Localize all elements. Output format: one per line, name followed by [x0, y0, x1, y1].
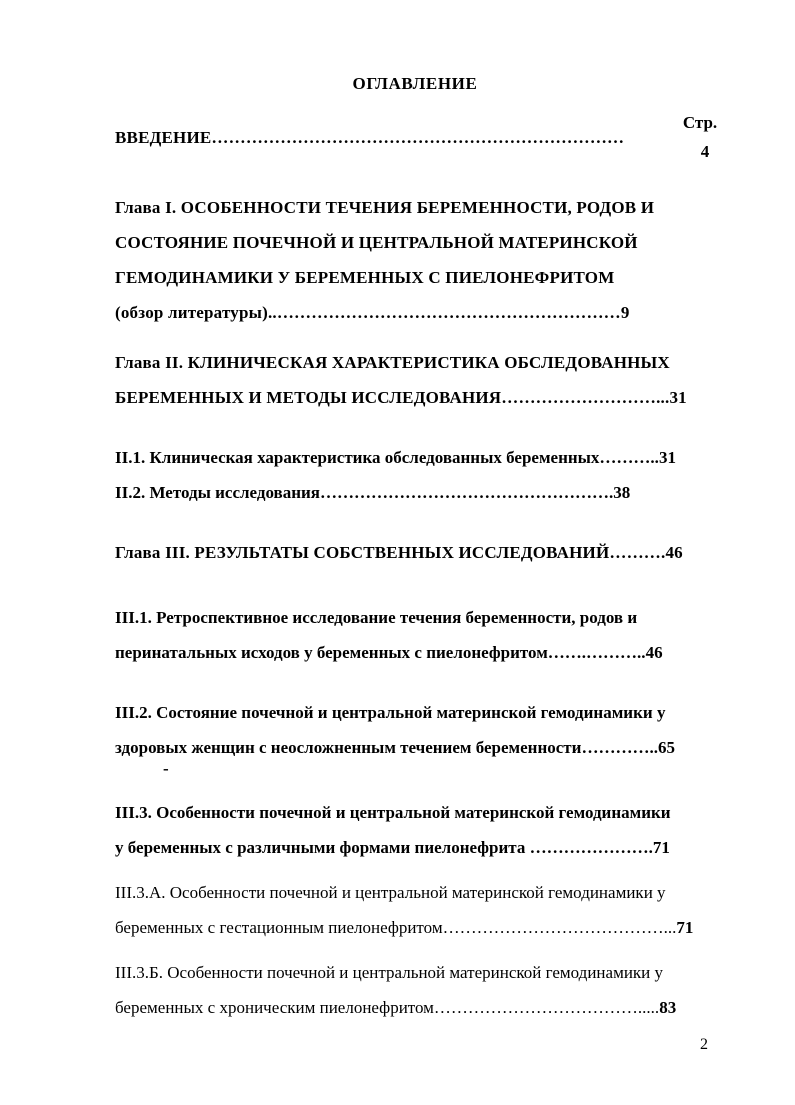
toc-entry-ii-2[interactable]: [115, 475, 745, 510]
toc-entry-text: перинатальных исходов у беременных с пиелонефритом…….………..: [115, 643, 646, 662]
page-folio-number: 2: [700, 1036, 708, 1053]
toc-entry-line: [115, 190, 745, 225]
toc-entry-page-number: 65: [657, 738, 675, 757]
toc-entry-line: [115, 830, 745, 865]
toc-entry-text: III.3.А. Особенности почечной и центральной материнской гемодинамики у: [115, 883, 666, 902]
toc-entry-text: у беременных с различными формами пиелонефрита ………………….: [115, 838, 653, 857]
toc-entry-line: [115, 295, 745, 330]
toc-entry-text: III.3.Б. Особенности почечной и центральной материнской гемодинамики у: [115, 963, 664, 982]
toc-entry-page-number: 9: [620, 303, 630, 322]
toc-entry-line: [115, 955, 745, 990]
toc-entry-page-number: 31: [658, 448, 676, 467]
toc-entry-text: ВВЕДЕНИЕ………………………………………………………………: [115, 128, 625, 147]
toc-entry-page-number: 46: [645, 643, 663, 662]
toc-entry-text: III.2. Состояние почечной и центральной материнской гемодинамики у: [115, 703, 666, 722]
toc-entry-line: [115, 600, 745, 635]
toc-content: [115, 0, 745, 1017]
toc-entry-glava-1[interactable]: [115, 190, 745, 330]
toc-entry-text: здоровых женщин с неосложненным течением беременности…………..: [115, 738, 658, 757]
toc-entry-text: II.2. Методы исследования…………………………………………….: [115, 483, 614, 502]
toc-entry-text: Глава I. ОСОБЕННОСТИ ТЕЧЕНИЯ БЕРЕМЕННОСТИ, РОДОВ И: [115, 198, 655, 217]
toc-entry-line: [115, 225, 745, 260]
toc-entry-text: Глава III. РЕЗУЛЬТАТЫ СОБСТВЕННЫХ ИССЛЕДОВАНИЙ……….: [115, 543, 666, 562]
toc-entry-text: БЕРЕМЕННЫХ И МЕТОДЫ ИССЛЕДОВАНИЯ………………………...: [115, 388, 670, 407]
toc-entry-line: [115, 910, 745, 945]
toc-entry-text: ГЕМОДИНАМИКИ У БЕРЕМЕННЫХ С ПИЕЛОНЕФРИТОМ: [115, 268, 615, 287]
page-column-header: Стр.: [682, 113, 718, 132]
toc-entry-text: (обзор литературы)..……………………………………………………: [115, 303, 621, 322]
toc-entry-line: [115, 345, 745, 380]
toc-entry-line: [115, 440, 745, 475]
toc-entry-text: Глава II. КЛИНИЧЕСКАЯ ХАРАКТЕРИСТИКА ОБСЛЕДОВАННЫХ: [115, 353, 670, 372]
toc-entry-page-number: 71: [652, 838, 670, 857]
toc-entry-line: [115, 730, 745, 765]
toc-entry-page-number: 46: [665, 543, 683, 562]
toc-entry-text: III.3. Особенности почечной и центральной материнской гемодинамики: [115, 803, 671, 822]
toc-entry-page-number: 38: [613, 483, 631, 502]
toc-entry-iii-1[interactable]: [115, 600, 745, 670]
toc-entry-iii-3-a[interactable]: [115, 875, 745, 945]
toc-entry-iii-3-b[interactable]: [115, 955, 745, 1025]
toc-entry-page-number-vvedenie: 4: [700, 142, 710, 161]
toc-entry-line: [115, 380, 745, 415]
toc-entry-line: [115, 120, 745, 155]
toc-entry-text: беременных с гестационным пиелонефритом…………………………………...: [115, 918, 677, 937]
toc-entry-text: III.1. Ретроспективное исследование течения беременности, родов и: [115, 608, 638, 627]
toc-entry-iii-3[interactable]: [115, 795, 745, 865]
toc-entry-line: [115, 635, 745, 670]
toc-entry-page-number: 31: [669, 388, 687, 407]
toc-entry-line: [115, 795, 745, 830]
toc-entry-line: [115, 990, 745, 1025]
toc-entry-ii-1[interactable]: [115, 440, 745, 475]
toc-entry-iii-2[interactable]: [115, 695, 745, 765]
toc-entry-line: [115, 260, 745, 295]
toc-entry-text: СОСТОЯНИЕ ПОЧЕЧНОЙ И ЦЕНТРАЛЬНОЙ МАТЕРИНСКОЙ: [115, 233, 638, 252]
toc-entry-text: беременных с хроническим пиелонефритом……………………………….....: [115, 998, 660, 1017]
toc-entry-line: [115, 535, 745, 570]
stray-dash-artifact: -: [163, 759, 169, 778]
toc-entry-glava-2[interactable]: [115, 345, 745, 415]
toc-entry-line: [115, 875, 745, 910]
toc-entry-line: [115, 475, 745, 510]
toc-entry-page-number: 71: [676, 918, 694, 937]
toc-entry-line: [115, 695, 745, 730]
page-title: ОГЛАВЛЕНИЕ: [352, 74, 478, 93]
toc-entry-glava-3[interactable]: [115, 535, 745, 570]
toc-entry-page-number: 83: [659, 998, 677, 1017]
toc-entry-vvedenie[interactable]: [115, 120, 745, 155]
toc-entry-text: II.1. Клиническая характеристика обследованных беременных………..: [115, 448, 659, 467]
